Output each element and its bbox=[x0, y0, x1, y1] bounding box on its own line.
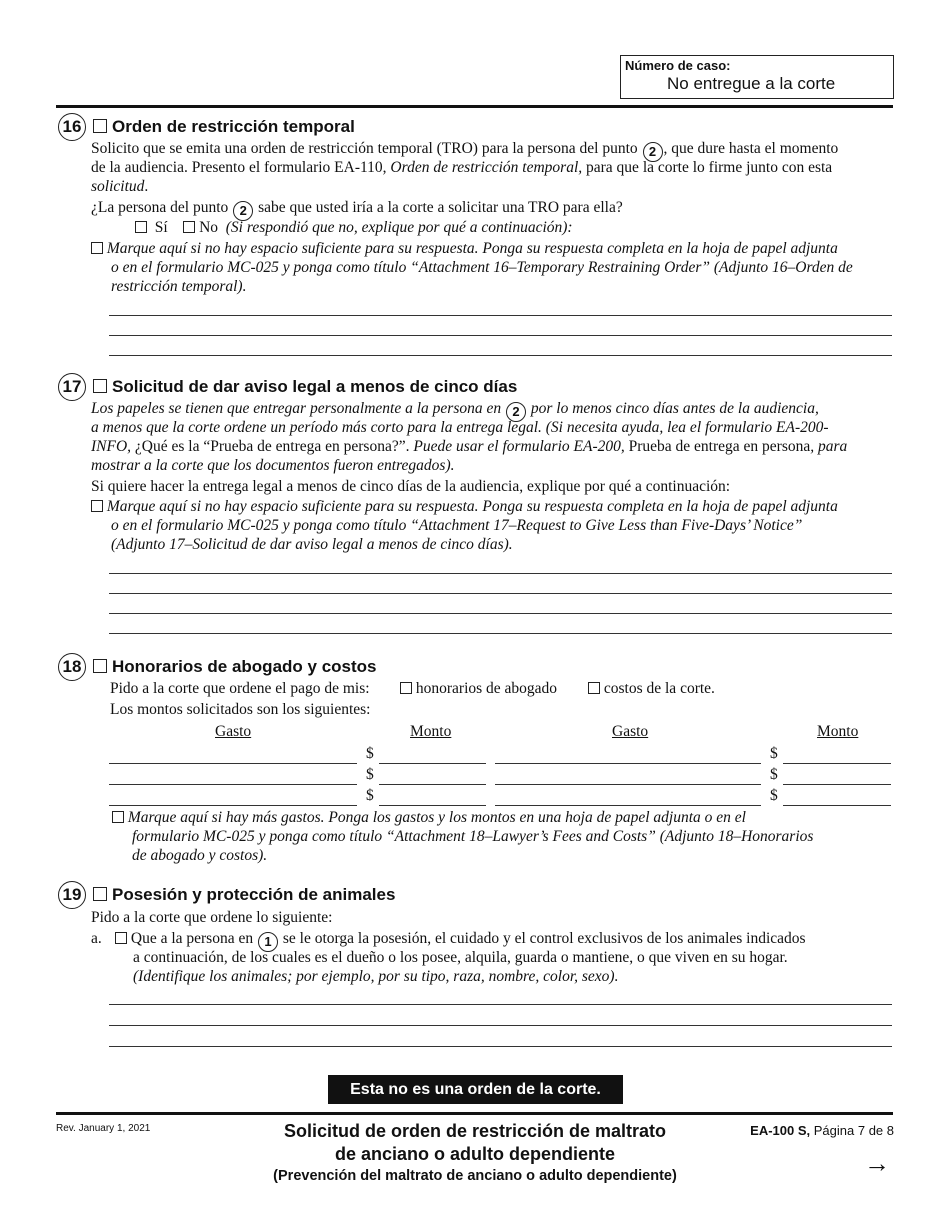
footer-title-2: de anciano o adulto dependiente bbox=[334, 1144, 616, 1164]
s17-more-space-checkbox[interactable] bbox=[91, 500, 103, 512]
col-header-gasto: Gasto bbox=[612, 723, 649, 740]
s17-more-3: (Adjunto 17–Solicitud de dar aviso legal a menos de cinco días). bbox=[111, 536, 513, 553]
s17-answer-line[interactable] bbox=[109, 613, 892, 614]
col-header-monto: Monto bbox=[817, 723, 859, 740]
section-19-checkbox[interactable] bbox=[93, 887, 107, 901]
dollar-sign: $ bbox=[770, 787, 778, 804]
no-checkbox[interactable] bbox=[183, 221, 195, 233]
s17-line-3: INFO, ¿Qué es la “Prueba de entrega en persona?”. Puede usar el formulario EA-200, Prueba de entrega en persona, para bbox=[91, 438, 848, 455]
s16-more-2: o en el formulario MC-025 y ponga como título “Attachment 16–Temporary Restraining Order” (Adjunto 16–Orden de bbox=[111, 259, 853, 276]
s16-line-3: solicitud. bbox=[91, 178, 149, 195]
footer-rule bbox=[56, 1112, 893, 1115]
section-19-title: Posesión y protección de animales bbox=[112, 885, 396, 904]
s19-a-checkbox[interactable] bbox=[115, 932, 127, 944]
dollar-sign: $ bbox=[366, 745, 374, 762]
s17-more-1: Marque aquí si no hay espacio suficiente para su respuesta. Ponga su respuesta completa en la hoja de papel adjunta bbox=[91, 497, 838, 516]
dollar-sign: $ bbox=[366, 766, 374, 783]
not-court-order-banner: Esta no es una orden de la corte. bbox=[328, 1075, 623, 1104]
next-page-arrow-icon[interactable]: → bbox=[864, 1148, 890, 1178]
ref-item-1: 1 bbox=[258, 932, 278, 952]
s17-line-1: Los papeles se tienen que entregar personalmente a la persona en 2 por lo menos cinco días antes de la audiencia, bbox=[91, 399, 819, 422]
s19-a-line-3: (Identifique los animales; por ejemplo, por su tipo, raza, nombre, color, sexo). bbox=[133, 968, 619, 985]
item-number-16: 16 bbox=[58, 113, 86, 141]
s17-answer-line[interactable] bbox=[109, 593, 892, 594]
s19-a-label: a. bbox=[91, 930, 102, 947]
amount-line[interactable] bbox=[379, 784, 486, 785]
s17-more-2: o en el formulario MC-025 y ponga como título “Attachment 17–Request to Give Less than Five-Days’ Notice” bbox=[111, 517, 803, 534]
s16-more-3: restricción temporal). bbox=[111, 278, 247, 295]
s17-line-2: a menos que la corte ordene un período más corto para la entrega legal. (Si necesita ayuda, lea el formulario EA-200- bbox=[91, 419, 829, 436]
court-costs-checkbox[interactable] bbox=[588, 682, 600, 694]
section-18-heading bbox=[93, 657, 377, 677]
s18-amounts: Los montos solicitados son los siguientes: bbox=[110, 701, 371, 718]
revision-date: Rev. January 1, 2021 bbox=[56, 1123, 151, 1134]
dollar-sign: $ bbox=[770, 766, 778, 783]
case-number-label: Número de caso: bbox=[625, 58, 731, 73]
s17-line-4: mostrar a la corte que los documentos fueron entregados). bbox=[91, 457, 455, 474]
s17-line-5: Si quiere hacer la entrega legal a menos de cinco días de la audiencia, explique por qué a continuación: bbox=[91, 478, 731, 495]
col-header-monto: Monto bbox=[410, 723, 452, 740]
dollar-sign: $ bbox=[366, 787, 374, 804]
lawyer-fees-checkbox[interactable] bbox=[400, 682, 412, 694]
top-rule bbox=[56, 105, 893, 108]
s19-ask: Pido a la corte que ordene lo siguiente: bbox=[91, 909, 333, 926]
expense-line[interactable] bbox=[495, 784, 761, 785]
amount-line[interactable] bbox=[783, 805, 891, 806]
s18-ask: Pido a la corte que ordene el pago de mis: bbox=[110, 680, 370, 697]
item-number-18: 18 bbox=[58, 653, 86, 681]
col-header-gasto: Gasto bbox=[215, 723, 252, 740]
s16-question: ¿La persona del punto 2 sabe que usted iría a la corte a solicitar una TRO para ella? bbox=[91, 198, 623, 221]
dollar-sign: $ bbox=[770, 745, 778, 762]
ref-item-2: 2 bbox=[233, 201, 253, 221]
s17-answer-line[interactable] bbox=[109, 573, 892, 574]
footer-title-1: Solicitud de orden de restricción de maltrato bbox=[283, 1121, 667, 1141]
yes-label: Sí bbox=[154, 219, 168, 236]
expense-line[interactable] bbox=[109, 763, 357, 764]
s19-answer-line[interactable] bbox=[109, 1025, 892, 1026]
amount-line[interactable] bbox=[379, 805, 486, 806]
page-number: Página 7 de 8 bbox=[813, 1123, 894, 1138]
s16-line-2: de la audiencia. Presento el formulario EA-110, Orden de restricción temporal, para que la corte lo firme junto con esta bbox=[91, 159, 833, 176]
section-16-title: Orden de restricción temporal bbox=[112, 117, 355, 136]
s18-more-2: formulario MC-025 y ponga como título “Attachment 18–Lawyer’s Fees and Costs” (Adjunto 18–Honorarios bbox=[132, 828, 814, 845]
item-number-19: 19 bbox=[58, 881, 86, 909]
s16-answer-line[interactable] bbox=[109, 315, 892, 316]
s19-a-line-1: Que a la persona en 1 se le otorga la posesión, el cuidado y el control exclusivos de los animales indicados bbox=[115, 929, 806, 952]
s16-yes-no bbox=[135, 218, 573, 237]
s16-more-1: Marque aquí si no hay espacio suficiente para su respuesta. Ponga su respuesta completa en la hoja de papel adjunta bbox=[91, 239, 838, 258]
section-17-checkbox[interactable] bbox=[93, 379, 107, 393]
section-17-title: Solicitud de dar aviso legal a menos de cinco días bbox=[112, 377, 518, 396]
s18-option-lawyer-fees: honorarios de abogado bbox=[400, 679, 557, 698]
yes-checkbox[interactable] bbox=[135, 221, 147, 233]
expense-line[interactable] bbox=[495, 805, 761, 806]
section-17-heading bbox=[93, 377, 517, 397]
amount-line[interactable] bbox=[783, 763, 891, 764]
amount-line[interactable] bbox=[379, 763, 486, 764]
expense-line[interactable] bbox=[495, 763, 761, 764]
s18-option-court-costs: costos de la corte. bbox=[588, 679, 715, 698]
section-18-checkbox[interactable] bbox=[93, 659, 107, 673]
s16-line-1: Solicito que se emita una orden de restricción temporal (TRO) para la persona del punto 2 , que dure hasta el momento bbox=[91, 139, 838, 162]
section-18-title: Honorarios de abogado y costos bbox=[112, 657, 377, 676]
case-number-value[interactable]: No entregue a la corte bbox=[667, 74, 836, 93]
expense-line[interactable] bbox=[109, 805, 357, 806]
s18-more-expenses-checkbox[interactable] bbox=[112, 811, 124, 823]
ref-item-2: 2 bbox=[643, 142, 663, 162]
s16-answer-line[interactable] bbox=[109, 355, 892, 356]
s16-answer-line[interactable] bbox=[109, 335, 892, 336]
s18-more-3: de abogado y costos). bbox=[132, 847, 268, 864]
s19-answer-line[interactable] bbox=[109, 1046, 892, 1047]
no-explanation-note: (Si respondió que no, explique por qué a continuación): bbox=[225, 219, 573, 236]
form-id: EA-100 S, bbox=[750, 1123, 811, 1138]
form-page-id bbox=[700, 1123, 894, 1138]
s18-more-1: Marque aquí si hay más gastos. Ponga los gastos y los montos en una hoja de papel adjunta o en el bbox=[112, 808, 746, 827]
section-16-heading bbox=[93, 117, 355, 137]
case-number-box bbox=[620, 55, 894, 99]
expense-line[interactable] bbox=[109, 784, 357, 785]
no-label: No bbox=[199, 219, 219, 236]
footer-title-3: (Prevención del maltrato de anciano o adulto dependiente) bbox=[273, 1168, 677, 1184]
s19-answer-line[interactable] bbox=[109, 1004, 892, 1005]
s19-a-line-2: a continuación, de los cuales es el dueño o los posee, alquila, guarda o mantiene, o que viven en su hogar. bbox=[133, 949, 788, 966]
item-number-17: 17 bbox=[58, 373, 86, 401]
amount-line[interactable] bbox=[783, 784, 891, 785]
ref-item-2: 2 bbox=[506, 402, 526, 422]
s16-more-space-checkbox[interactable] bbox=[91, 242, 103, 254]
section-16-checkbox[interactable] bbox=[93, 119, 107, 133]
section-19-heading bbox=[93, 885, 395, 905]
s17-answer-line[interactable] bbox=[109, 633, 892, 634]
